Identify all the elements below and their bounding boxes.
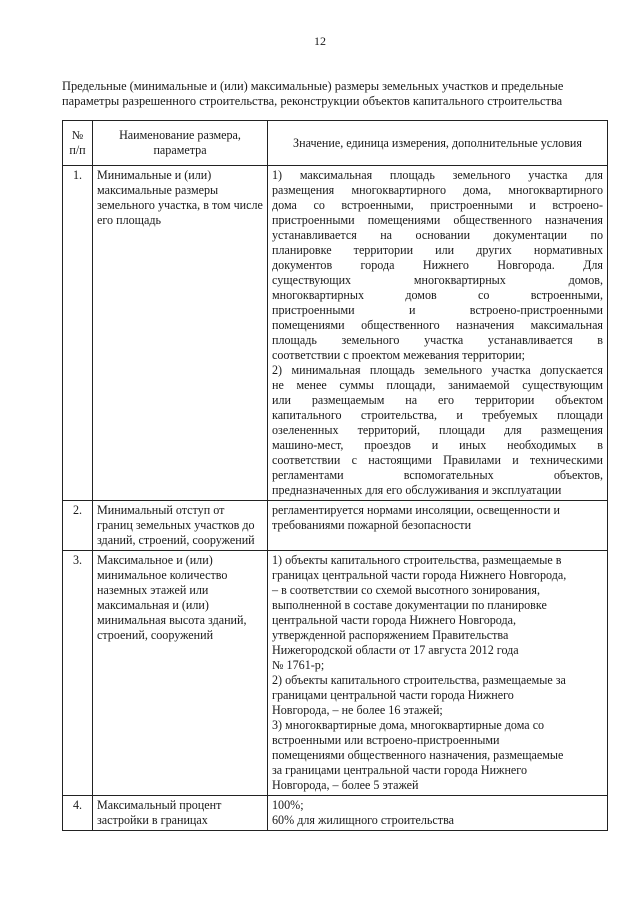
value-line: не менее суммы площади, занимаемой существующим (272, 378, 603, 392)
value-line: озелененных территорий, площади для размещения (272, 423, 603, 437)
parameter-value (268, 166, 608, 501)
value-line: пристроенными помещениями общественного назначения (272, 213, 603, 227)
value-line: – в соответствии со схемой высотного зонирования, (272, 583, 540, 597)
value-line: помещениями общественного назначения, размещаемые (272, 748, 564, 762)
value-line: регламентами вспомогательных объектов, (272, 468, 603, 482)
row-number: 4. (63, 796, 93, 831)
value-line: 100%; (272, 798, 304, 812)
value-line: капитального строительства, и требуемых площади (272, 408, 603, 422)
parameter-value (268, 796, 608, 831)
parameters-table (62, 120, 608, 831)
value-line: Новгорода, – более 5 этажей (272, 778, 419, 792)
value-line: 2) минимальная площадь земельного участка допускается (272, 363, 603, 377)
value-line: дома со встроенными, пристроенными и встроено- (272, 198, 603, 212)
value-line: утвержденной распоряжением Правительства (272, 628, 509, 642)
parameter-name: Минимальные и (или) максимальные размеры земельного участка, в том числе его площадь (93, 166, 268, 501)
table-header-row (63, 121, 608, 166)
parameter-name: Максимальный процент застройки в границах (93, 796, 268, 831)
value-line: 3) многоквартирные дома, многоквартирные дома со (272, 718, 545, 732)
page-number: 12 (314, 34, 326, 48)
value-line: Новгорода, – не более 16 этажей; (272, 703, 443, 717)
row-number: 2. (63, 501, 93, 551)
header-parameter: Наименование размера, параметра (93, 121, 268, 166)
parameter-name: Минимальный отступ от границ земельных участков до зданий, строений, сооружений (93, 501, 268, 551)
value-line: предназначенных для его обслуживания и эксплуатации (272, 483, 562, 497)
value-line: устанавливается на основании документации по (272, 228, 603, 242)
parameter-value (268, 501, 608, 551)
value-line: 1) максимальная площадь земельного участка для (272, 168, 603, 182)
value-line: 2) объекты капитального строительства, размещаемые за (272, 673, 566, 687)
header-number: № п/п (63, 121, 93, 166)
table-heading: Предельные (минимальные и (или) максимальные) размеры земельных участков и предельные параметры разрешенного строительства, реконструкции объектов капитального строительства (62, 79, 564, 108)
value-line: № 1761-р; (272, 658, 325, 672)
value-line: Нижегородской области от 17 августа 2012 года (272, 643, 519, 657)
header-value: Значение, единица измерения, дополнительные условия (268, 121, 608, 166)
value-line: соответствии с настоящими Правилами и техническими (272, 453, 603, 467)
value-line: размещения многоквартирного дома, многоквартирного (272, 183, 603, 197)
table-row (63, 551, 608, 796)
table-row (63, 796, 608, 831)
value-line: требованиями пожарной безопасности (272, 518, 472, 532)
row-number: 1. (63, 166, 93, 501)
value-line: за границами центральной части города Нижнего (272, 763, 528, 777)
parameter-value (268, 551, 608, 796)
value-line: многоквартирных домов со встроенными, (272, 288, 603, 302)
value-line: выполненной в составе документации по планировке (272, 598, 547, 612)
value-line: площадь земельного участка устанавливается в (272, 333, 603, 347)
value-line: пристроенными и встроено-пристроенными (272, 303, 603, 317)
value-line: 1) объекты капитального строительства, размещаемые в (272, 553, 562, 567)
value-line: соответствии с проектом межевания территории; (272, 348, 525, 362)
value-line: машино-мест, проездов и иных необходимых в (272, 438, 603, 452)
value-line: помещениями общественного назначения максимальная (272, 318, 603, 332)
parameter-name: Максимальное и (или) минимальное количество наземных этажей или максимальная и (или) минимальная высота зданий, строений, сооружений (93, 551, 268, 796)
value-line: документов города Нижнего Новгорода. Для (272, 258, 603, 272)
value-line: центральной части города Нижнего Новгорода, (272, 613, 517, 627)
value-line: регламентируется нормами инсоляции, освещенности и (272, 503, 560, 517)
value-line: существующих многоквартирных домов, (272, 273, 603, 287)
value-line: или размещаемым на его территории объектом (272, 393, 603, 407)
value-line: границами центральной части города Нижнего (272, 688, 514, 702)
table-row (63, 501, 608, 551)
value-line: 60% для жилищного строительства (272, 813, 455, 827)
row-number: 3. (63, 551, 93, 796)
table-row (63, 166, 608, 501)
value-line: границах центральной части города Нижнего Новгорода, (272, 568, 567, 582)
value-line: встроенными или встроено-пристроенными (272, 733, 500, 747)
value-line: планировке территории или других нормативных (272, 243, 603, 257)
